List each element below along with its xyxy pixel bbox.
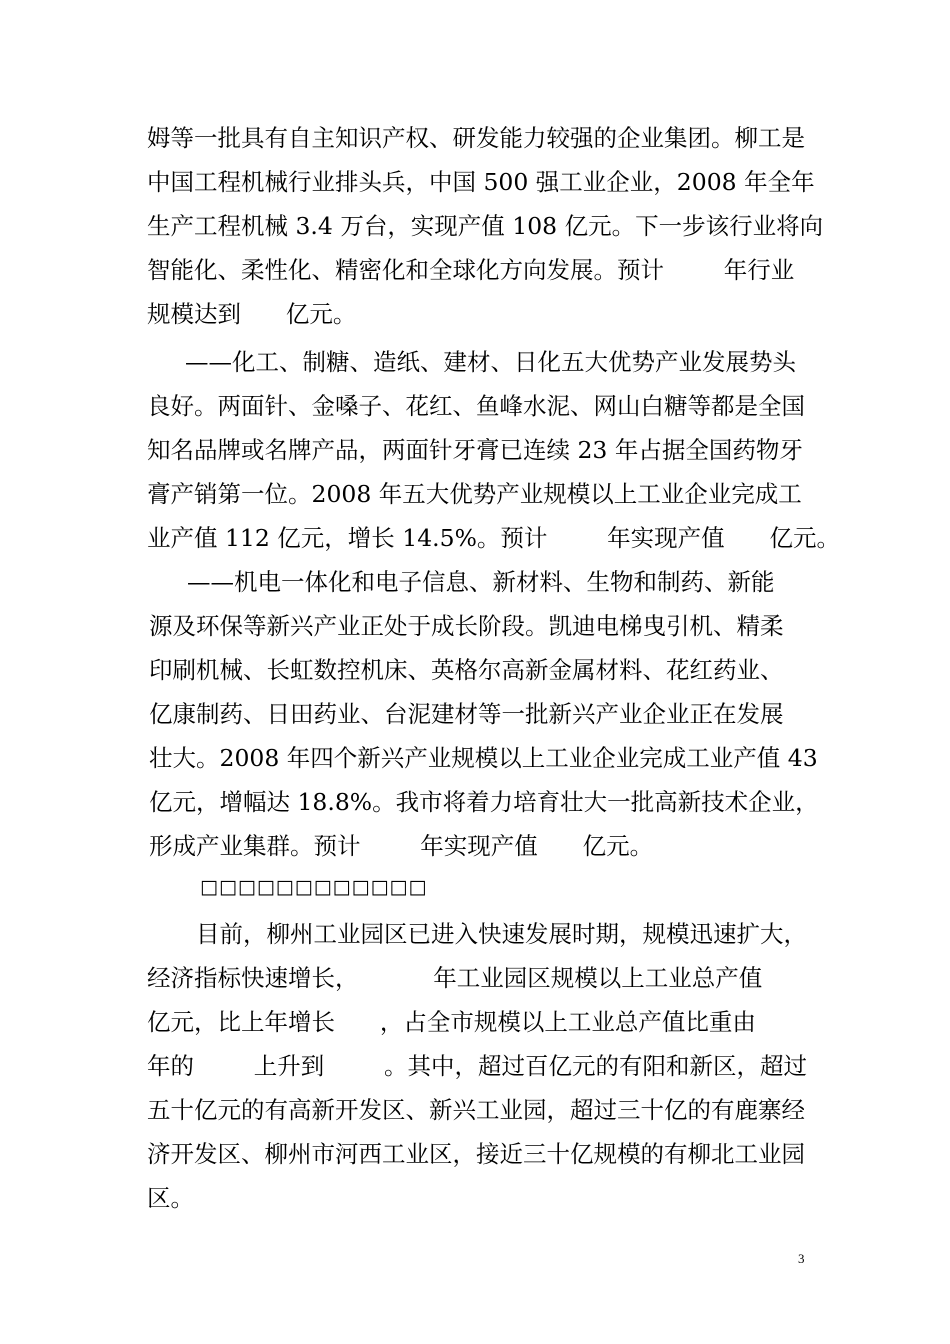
section-heading: □□□□□□□□□□□□	[200, 876, 428, 898]
body-text-line: 亿元，增幅达 18.8%。我市将着力培育壮大一批高新技术企业，	[149, 788, 819, 816]
body-text-line: 形成产业集群。预计 年实现产值 亿元。	[149, 832, 654, 860]
body-text-line: 区。	[147, 1184, 194, 1212]
body-text-line: ——化工、制糖、造纸、建材、日化五大优势产业发展势头	[185, 348, 796, 376]
body-text-line: ——机电一体化和电子信息、新材料、生物和制药、新能	[187, 568, 775, 596]
body-text-line: 规模达到 亿元。	[147, 300, 357, 328]
body-text-line: 印刷机械、长虹数控机床、英格尔高新金属材料、花红药业、	[149, 656, 784, 684]
body-text-line: 业产值 112 亿元，增长 14.5%。预计 年实现产值 亿元。	[147, 524, 840, 552]
body-text-line: 良好。两面针、金嗓子、花红、鱼峰水泥、网山白糖等都是全国	[147, 392, 805, 420]
body-text-line: 目前，柳州工业园区已进入快速发展时期，规模迅速扩大，	[196, 920, 807, 948]
body-text-line: 膏产销第一位。2008 年五大优势产业规模以上工业企业完成工	[147, 480, 802, 508]
page-number: 3	[798, 1251, 805, 1266]
body-text-line: 济开发区、柳州市河西工业区，接近三十亿规模的有柳北工业园	[147, 1140, 805, 1168]
body-text-line: 亿康制药、日田药业、台泥建材等一批新兴产业企业正在发展	[149, 700, 784, 728]
body-text-line: 亿元，比上年增长 ，占全市规模以上工业总产值比重由	[147, 1008, 756, 1036]
body-text-line: 智能化、柔性化、精密化和全球化方向发展。预计 年行业	[147, 256, 795, 284]
body-text-line: 知名品牌或名牌产品，两面针牙膏已连续 23 年占据全国药物牙	[147, 436, 803, 464]
body-text-line: 生产工程机械 3.4 万台，实现产值 108 亿元。下一步该行业将向	[147, 212, 824, 240]
body-text-line: 年的 上升到 。其中，超过百亿元的有阳和新区，超过	[147, 1052, 808, 1080]
body-text-line: 五十亿元的有高新开发区、新兴工业园，超过三十亿的有鹿寨经	[147, 1096, 805, 1124]
body-text-line: 源及环保等新兴产业正处于成长阶段。凯迪电梯曳引机、精柔	[149, 612, 784, 640]
body-text-line: 中国工程机械行业排头兵，中国 500 强工业企业，2008 年全年	[147, 168, 815, 196]
body-text-line: 姆等一批具有自主知识产权、研发能力较强的企业集团。柳工是	[147, 124, 805, 152]
body-text-line: 经济指标快速增长， 年工业园区规模以上工业总产值	[147, 964, 763, 992]
body-text-line: 壮大。2008 年四个新兴产业规模以上工业企业完成工业产值 43	[149, 744, 818, 772]
